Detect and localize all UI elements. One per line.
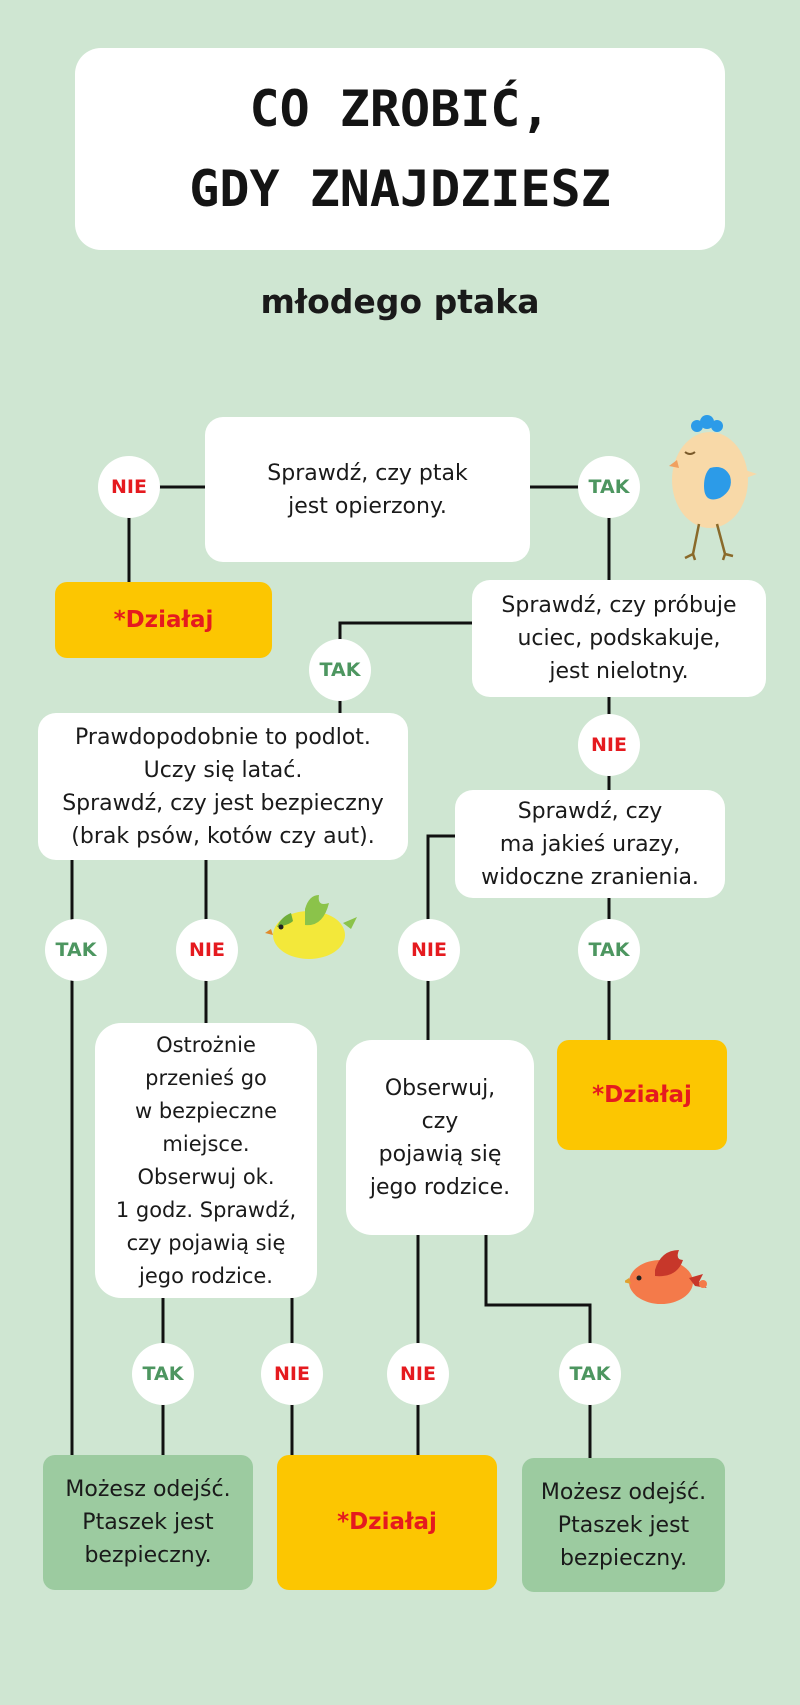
- node-act-3: *Działaj: [277, 1455, 497, 1590]
- node-check-injuries: Sprawdź, czy ma jakieś urazy, widoczne zranienia.: [455, 790, 725, 898]
- badge-tak: TAK: [309, 639, 371, 701]
- badge-nie: NIE: [387, 1343, 449, 1405]
- badge-tak: TAK: [132, 1343, 194, 1405]
- badge-tak: TAK: [45, 919, 107, 981]
- page-subtitle: młodego ptaka: [260, 282, 540, 321]
- badge-tak: TAK: [559, 1343, 621, 1405]
- node-move-to-safe-place: Ostrożnie przenieś go w bezpieczne miejsce. Obserwuj ok. 1 godz. Sprawdź, czy pojawią się jego rodzice.: [95, 1023, 317, 1298]
- node-check-escape: Sprawdź, czy próbuje uciec, podskakuje, jest nielotny.: [472, 580, 766, 697]
- badge-nie: NIE: [98, 456, 160, 518]
- badge-tak: TAK: [578, 456, 640, 518]
- page-title: CO ZROBIĆ, GDY ZNAJDZIESZ: [75, 48, 725, 250]
- node-check-feathered: Sprawdź, czy ptak jest opierzony.: [205, 417, 530, 562]
- node-act-1: *Działaj: [55, 582, 272, 658]
- yellow-bird-icon: [265, 893, 360, 961]
- node-safe-1: Możesz odejść. Ptaszek jest bezpieczny.: [43, 1455, 253, 1590]
- chick-illustration-icon: [665, 412, 765, 562]
- badge-nie: NIE: [398, 919, 460, 981]
- node-act-2: *Działaj: [557, 1040, 727, 1150]
- orange-bird-icon: [625, 1248, 713, 1308]
- badge-tak: TAK: [578, 919, 640, 981]
- node-safe-2: Możesz odejść. Ptaszek jest bezpieczny.: [522, 1458, 725, 1592]
- node-observe-parents: Obserwuj, czy pojawią się jego rodzice.: [346, 1040, 534, 1235]
- node-fledgling-check-safe: Prawdopodobnie to podlot. Uczy się latać. Sprawdź, czy jest bezpieczny (brak psów, kotów czy aut).: [38, 713, 408, 860]
- badge-nie: NIE: [176, 919, 238, 981]
- badge-nie: NIE: [261, 1343, 323, 1405]
- badge-nie: NIE: [578, 714, 640, 776]
